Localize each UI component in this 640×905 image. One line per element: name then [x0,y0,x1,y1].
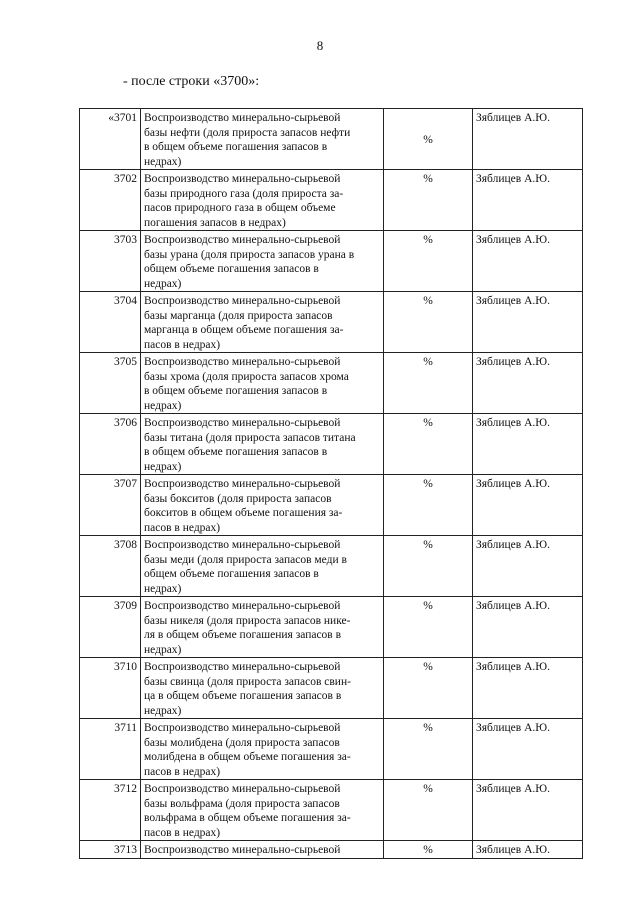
indicator-name-line: базы свинца (доля прироста запасов свин- [144,675,351,688]
table-body [80,109,583,859]
indicator-name-line: базы никеля (доля прироста запасов нике- [144,614,351,627]
indicator-name-line: базы природного газа (доля прироста за- [144,187,344,200]
indicator-name-line: ца в общем объеме погашения запасов в [144,690,342,702]
row-responsible: Зяблицев А.Ю. [473,536,583,597]
table-row [80,597,583,658]
indicator-name-line: базы нефти (доля прироста запасов нефти [144,126,351,139]
row-unit: % [384,109,473,170]
indicator-name-line: недрах) [144,643,182,656]
indicator-name-line: Воспроизводство минерально-сырьевой [144,783,341,795]
indicator-name-line: в общем объеме погашения запасов в [144,141,328,153]
row-indicator-name [141,841,384,859]
row-responsible: Зяблицев А.Ю. [473,719,583,780]
indicator-name-line: пасов природного газа в общем объеме [144,202,336,214]
indicator-name-line: Воспроизводство минерально-сырьевой [144,661,341,673]
row-indicator-name [141,719,384,780]
table-row [80,719,583,780]
indicator-name-line: в общем объеме погашения запасов в [144,385,328,397]
page-number: 8 [316,38,324,53]
indicator-name-line: марганца в общем объеме погашения за- [144,324,344,336]
row-indicator-name [141,414,384,475]
table-row [80,414,583,475]
row-code: 3713 [80,841,141,859]
indicator-name-line: бокситов в общем объеме погашения за- [144,507,343,519]
indicator-name-line: базы урана (доля прироста запасов урана в [144,248,355,261]
indicator-name-line: Воспроизводство минерально-сырьевой [144,112,341,124]
row-unit: % [384,719,473,780]
row-code: 3712 [80,780,141,841]
indicator-name-line: недрах) [144,704,182,717]
table-row [80,780,583,841]
row-unit: % [384,231,473,292]
row-unit: % [384,658,473,719]
row-code: 3704 [80,292,141,353]
indicator-name-line: базы хрома (доля прироста запасов хрома [144,370,349,383]
indicator-name-line: вольфрама в общем объеме погашения за- [144,812,351,824]
table-row [80,109,583,170]
row-code: «3701 [80,109,141,170]
row-unit: % [384,536,473,597]
row-unit: % [384,475,473,536]
row-responsible: Зяблицев А.Ю. [473,414,583,475]
table-row [80,841,583,859]
intro-text: - после строки «3700»: [123,74,260,89]
indicator-name-line: базы меди (доля прироста запасов меди в [144,553,347,566]
indicator-name-line: Воспроизводство минерально-сырьевой [144,722,341,734]
row-responsible: Зяблицев А.Ю. [473,109,583,170]
indicator-name-line: базы титана (доля прироста запасов титана [144,431,356,444]
indicator-name-line: базы бокситов (доля прироста запасов [144,492,332,505]
row-responsible: Зяблицев А.Ю. [473,780,583,841]
row-code: 3703 [80,231,141,292]
indicator-name-line: Воспроизводство минерально-сырьевой [144,844,341,856]
row-code: 3705 [80,353,141,414]
row-unit: % [384,292,473,353]
row-indicator-name [141,231,384,292]
indicator-name-line: Воспроизводство минерально-сырьевой [144,173,341,185]
row-responsible: Зяблицев А.Ю. [473,170,583,231]
row-code: 3706 [80,414,141,475]
indicator-name-line: недрах) [144,399,182,412]
row-responsible: Зяблицев А.Ю. [473,658,583,719]
row-indicator-name [141,780,384,841]
row-responsible: Зяблицев А.Ю. [473,475,583,536]
row-responsible: Зяблицев А.Ю. [473,597,583,658]
indicator-name-line: пасов в недрах) [144,338,221,351]
row-indicator-name [141,170,384,231]
row-indicator-name [141,292,384,353]
indicator-name-line: Воспроизводство минерально-сырьевой [144,539,341,551]
table-row [80,292,583,353]
row-indicator-name [141,353,384,414]
indicator-name-line: Воспроизводство минерально-сырьевой [144,478,341,490]
row-responsible: Зяблицев А.Ю. [473,353,583,414]
indicator-name-line: базы марганца (доля прироста запасов [144,309,333,322]
indicator-name-line: ля в общем объеме погашения запасов в [144,629,342,641]
row-code: 3709 [80,597,141,658]
indicator-name-line: недрах) [144,155,182,168]
row-indicator-name [141,109,384,170]
row-unit: % [384,353,473,414]
indicator-name-line: погашения запасов в недрах) [144,216,286,229]
row-code: 3702 [80,170,141,231]
row-responsible: Зяблицев А.Ю. [473,841,583,859]
row-indicator-name [141,475,384,536]
table-row [80,536,583,597]
row-code: 3710 [80,658,141,719]
row-indicator-name [141,536,384,597]
indicator-name-line: базы вольфрама (доля прироста запасов [144,797,340,810]
indicator-name-line: пасов в недрах) [144,521,221,534]
indicator-name-line: молибдена в общем объеме погашения за- [144,751,351,763]
indicator-name-line: недрах) [144,582,182,595]
indicator-name-line: пасов в недрах) [144,826,221,839]
row-unit: % [384,414,473,475]
row-code: 3711 [80,719,141,780]
indicator-name-line: Воспроизводство минерально-сырьевой [144,417,341,429]
row-unit: % [384,841,473,859]
indicator-name-line: недрах) [144,460,182,473]
row-code: 3707 [80,475,141,536]
indicator-name-line: в общем объеме погашения запасов в [144,446,328,458]
indicator-name-line: базы молибдена (доля прироста запасов [144,736,340,749]
indicator-name-line: Воспроизводство минерально-сырьевой [144,234,341,246]
indicators-table [79,108,583,859]
indicator-name-line: недрах) [144,277,182,290]
row-indicator-name [141,597,384,658]
row-unit: % [384,780,473,841]
table-row [80,170,583,231]
table-row [80,353,583,414]
table-row [80,231,583,292]
indicator-name-line: Воспроизводство минерально-сырьевой [144,295,341,307]
row-unit: % [384,170,473,231]
indicator-name-line: общем объеме погашения запасов в [144,568,319,580]
indicator-name-line: общем объеме погашения запасов в [144,263,319,275]
indicator-name-line: Воспроизводство минерально-сырьевой [144,356,341,368]
indicator-name-line: Воспроизводство минерально-сырьевой [144,600,341,612]
table-row [80,475,583,536]
row-responsible: Зяблицев А.Ю. [473,231,583,292]
table-row [80,658,583,719]
row-code: 3708 [80,536,141,597]
indicator-name-line: пасов в недрах) [144,765,221,778]
row-responsible: Зяблицев А.Ю. [473,292,583,353]
row-unit: % [384,597,473,658]
row-indicator-name [141,658,384,719]
